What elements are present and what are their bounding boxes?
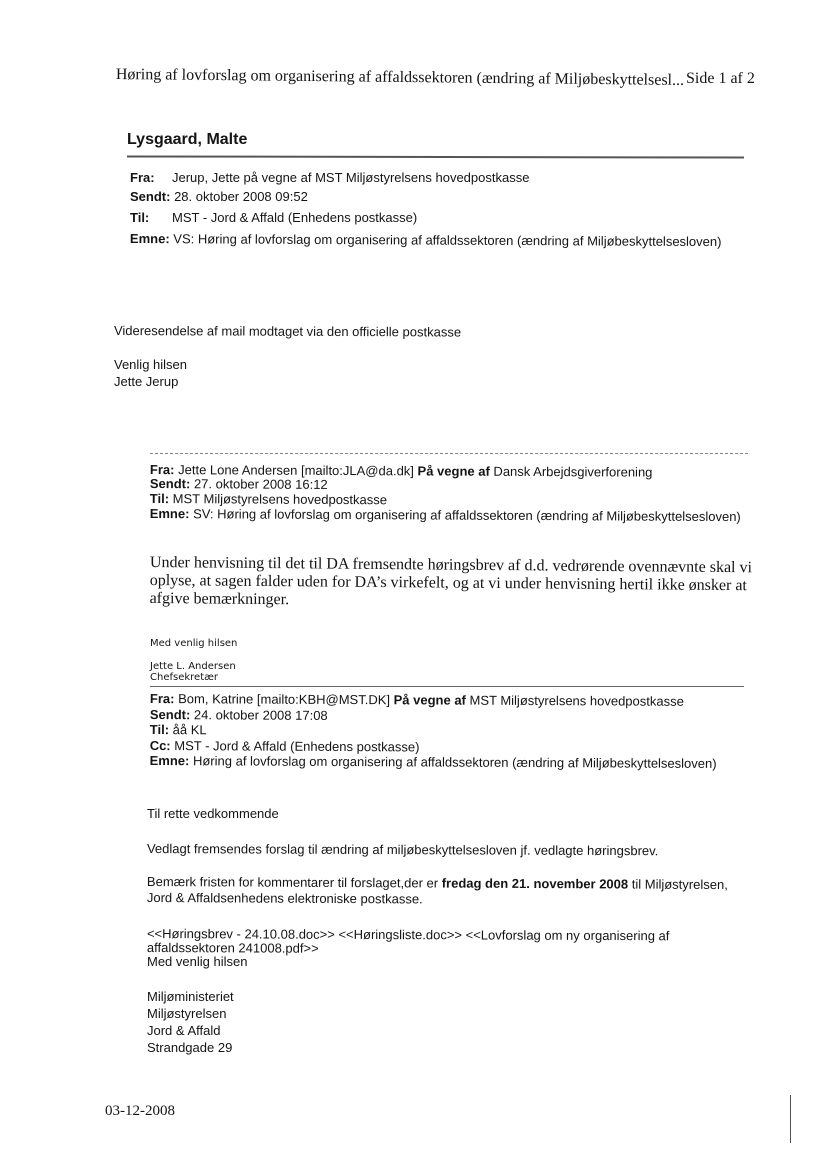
attachments-line1: <<Høringsbrev - 24.10.08.doc>> <<Høringsliste.doc>> <<Lovforslag om ny organisering af <box>146 926 670 944</box>
address-line: Miljøstyrelsen <box>147 1006 227 1021</box>
email3-greeting: Med venlig hilsen <box>147 954 248 969</box>
email3-to-row <box>150 722 207 737</box>
from-label: Fra: <box>149 691 175 707</box>
email3-subject-row <box>150 753 717 771</box>
address-line: Strandgade 29 <box>147 1040 233 1055</box>
email3-subject: Høring af lovforslag om organisering af affaldssektoren (ændring af Miljøbeskyttelsesloven) <box>192 753 717 771</box>
email2-sent: 27. oktober 2008 16:12 <box>193 476 328 492</box>
email3-salutation: Til rette vedkommende <box>147 806 279 821</box>
email3-para1: Vedlagt fremsendes forslag til ændring af miljøbeskyttelsesloven jf. vedlagte høringsbrev. <box>146 841 659 859</box>
print-header-page: Side 1 af 2 <box>686 70 755 87</box>
attachments-line2: affaldssektoren 241008.pdf>> <box>146 939 319 956</box>
email3-from: Bom, Katrine [mailto:KBH@MST.DK] <box>178 691 391 708</box>
deadline-text-post: til Miljøstyrelsen, <box>631 876 728 893</box>
email2-to: MST Miljøstyrelsens hovedpostkasse <box>172 491 388 508</box>
email3-sent: 24. oktober 2008 17:08 <box>193 707 328 723</box>
email1-from-row <box>130 169 529 186</box>
cc-label: Cc: <box>149 737 171 754</box>
email2-divider <box>150 453 748 454</box>
email3-cc: MST - Jord & Affald (Enhedens postkasse) <box>174 738 420 755</box>
on-behalf-label: På vegne af <box>393 692 466 708</box>
email3-from-row <box>150 691 684 709</box>
subject-label: Emne: <box>149 505 190 522</box>
email1-sent-row <box>130 188 308 205</box>
email2-subject-row <box>150 506 741 524</box>
email3-on-behalf: MST Miljøstyrelsens hovedpostkasse <box>469 692 684 709</box>
deadline-date: fredag den 21. november 2008 <box>441 875 629 892</box>
print-header-title: Høring af lovforslag om organisering af affaldssektoren (ændring af Miljøbeskyttelsesl... <box>115 66 685 89</box>
email2-body-line: oplyse, at sagen falder uden for DA’s virkefelt, og at vi under henvisning hertil ikke ønsker at <box>149 571 747 595</box>
email1-body: Videresendelse af mail modtaget via den officielle postkasse <box>113 323 462 340</box>
email3-para2-line2: Jord & Affaldsenhedens elektroniske postkasse. <box>146 889 423 907</box>
email1-sent: 28. oktober 2008 09:52 <box>174 189 308 204</box>
subject-label: Emne: <box>129 230 170 247</box>
email1-subject-row <box>130 230 722 250</box>
email1-subject: VS: Høring af lovforslag om organisering af affaldssektoren (ændring af Miljøbeskyttelsesloven) <box>173 231 722 250</box>
email2-from: Jette Lone Andersen [mailto:JLA@da.dk] <box>178 462 414 479</box>
email2-body-line: Under henvisning til det til DA fremsendte høringsbrev af d.d. vedrørende ovennævnte skal vi <box>149 554 753 577</box>
subject-label: Emne: <box>149 752 190 769</box>
on-behalf-label: På vegne af <box>417 463 490 479</box>
from-label: Fra: <box>130 170 155 185</box>
email1-from: Jerup, Jette på vegne af MST Miljøstyrelsens hovedpostkasse <box>172 170 530 185</box>
email2-on-behalf: Dansk Arbejdsgiverforening <box>493 463 653 480</box>
email3-sent-row <box>150 707 328 723</box>
email3-cc-row <box>150 738 420 754</box>
sent-label: Sendt: <box>149 475 191 492</box>
sent-label: Sendt: <box>149 706 191 723</box>
address-line: Jord & Affald <box>147 1023 221 1038</box>
email1-to: MST - Jord & Affald (Enhedens postkasse) <box>172 210 418 225</box>
sent-label: Sendt: <box>130 189 171 204</box>
email2-signature-name: Jette L. Andersen <box>150 661 236 672</box>
scan-edge-line <box>790 1095 791 1143</box>
address-line: Miljøministeriet <box>147 989 234 1004</box>
email2-sent-row <box>150 476 328 492</box>
to-label: Til: <box>130 210 150 225</box>
email3-divider <box>150 686 744 687</box>
email2-greeting: Med venlig hilsen <box>150 638 238 649</box>
email3-to: åå KL <box>172 722 207 738</box>
from-label: Fra: <box>149 462 175 478</box>
to-label: Til: <box>149 721 170 738</box>
email1-signature: Jette Jerup <box>114 374 179 389</box>
email2-subject: SV: Høring af lovforslag om organisering af affaldssektoren (ændring af Miljøbeskyttelsesloven) <box>193 506 741 525</box>
email1-greeting: Venlig hilsen <box>114 357 187 372</box>
to-label: Til: <box>149 490 170 507</box>
header-divider <box>127 155 744 158</box>
print-footer-date: 03-12-2008 <box>105 1103 175 1119</box>
email2-to-row <box>150 491 387 507</box>
email2-signature-title: Chefsekretær <box>150 672 219 683</box>
deadline-text-pre: Bemærk fristen for kommentarer til forslaget,der er <box>146 874 439 891</box>
recipient-name: Lysgaard, Malte <box>127 131 248 148</box>
email2-body-line: afgive bemærkninger. <box>149 589 290 609</box>
email1-to-row <box>130 209 417 226</box>
